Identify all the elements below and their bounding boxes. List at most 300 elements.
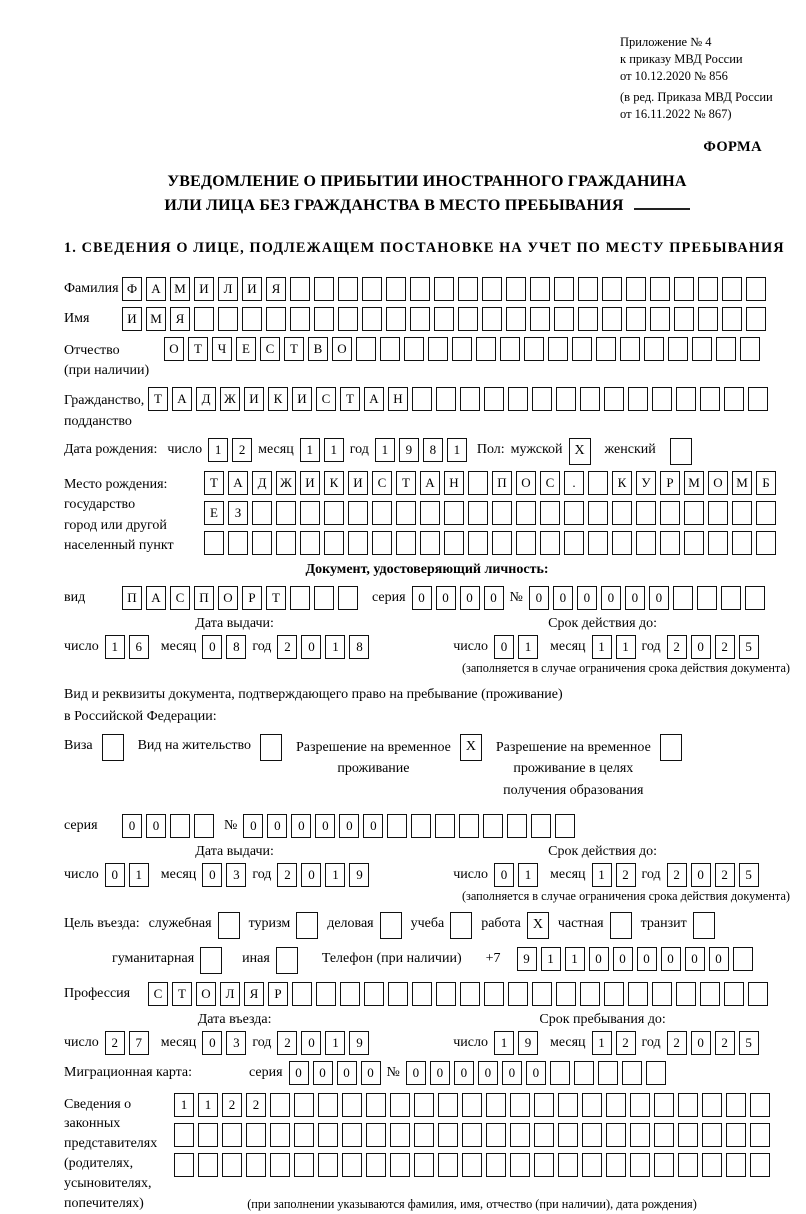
purpose-transit-checkbox[interactable] bbox=[693, 912, 715, 939]
char-cell[interactable]: 0 bbox=[494, 635, 514, 659]
char-cell[interactable] bbox=[756, 501, 776, 525]
char-cell[interactable]: М bbox=[732, 471, 752, 495]
char-cell[interactable] bbox=[654, 1153, 674, 1177]
char-cell[interactable]: Л bbox=[220, 982, 240, 1006]
char-cell[interactable] bbox=[580, 387, 600, 411]
char-cell[interactable] bbox=[628, 982, 648, 1006]
char-cell[interactable] bbox=[630, 1153, 650, 1177]
char-cell[interactable] bbox=[508, 387, 528, 411]
char-cell[interactable] bbox=[482, 307, 502, 331]
char-cell[interactable] bbox=[290, 307, 310, 331]
char-cell[interactable]: И bbox=[300, 471, 320, 495]
char-cell[interactable] bbox=[564, 501, 584, 525]
char-cell[interactable]: И bbox=[242, 277, 262, 301]
char-cell[interactable]: 0 bbox=[337, 1061, 357, 1085]
char-cell[interactable] bbox=[740, 337, 760, 361]
char-cell[interactable] bbox=[708, 501, 728, 525]
char-cell[interactable] bbox=[697, 586, 717, 610]
char-cell[interactable] bbox=[462, 1153, 482, 1177]
char-cell[interactable] bbox=[534, 1153, 554, 1177]
char-cell[interactable] bbox=[582, 1123, 602, 1147]
char-cell[interactable]: 0 bbox=[649, 586, 669, 610]
char-cell[interactable] bbox=[574, 1061, 594, 1085]
char-cell[interactable] bbox=[434, 307, 454, 331]
char-cell[interactable] bbox=[404, 337, 424, 361]
char-cell[interactable]: П bbox=[194, 586, 214, 610]
char-cell[interactable] bbox=[252, 501, 272, 525]
char-cell[interactable] bbox=[380, 337, 400, 361]
char-cell[interactable] bbox=[484, 982, 504, 1006]
char-cell[interactable] bbox=[170, 814, 190, 838]
char-cell[interactable] bbox=[412, 387, 432, 411]
char-cell[interactable]: 5 bbox=[739, 863, 759, 887]
char-cell[interactable]: 2 bbox=[277, 1031, 297, 1055]
char-cell[interactable]: 2 bbox=[715, 635, 735, 659]
char-cell[interactable]: 0 bbox=[460, 586, 480, 610]
char-cell[interactable]: 2 bbox=[667, 1031, 687, 1055]
char-cell[interactable]: Е bbox=[204, 501, 224, 525]
char-cell[interactable]: 1 bbox=[592, 863, 612, 887]
residence-permit-checkbox[interactable] bbox=[260, 734, 282, 761]
char-cell[interactable]: 0 bbox=[502, 1061, 522, 1085]
char-cell[interactable] bbox=[410, 277, 430, 301]
char-cell[interactable] bbox=[444, 531, 464, 555]
char-cell[interactable] bbox=[342, 1093, 362, 1117]
char-cell[interactable] bbox=[459, 814, 479, 838]
char-cell[interactable]: 0 bbox=[202, 863, 222, 887]
char-cell[interactable]: Р bbox=[242, 586, 262, 610]
char-cell[interactable] bbox=[678, 1153, 698, 1177]
char-cell[interactable] bbox=[630, 1123, 650, 1147]
char-cell[interactable]: 1 bbox=[375, 438, 395, 462]
char-cell[interactable]: 0 bbox=[430, 1061, 450, 1085]
female-checkbox[interactable] bbox=[670, 438, 692, 465]
char-cell[interactable]: 0 bbox=[202, 1031, 222, 1055]
char-cell[interactable] bbox=[428, 337, 448, 361]
char-cell[interactable]: 2 bbox=[277, 635, 297, 659]
char-cell[interactable]: З bbox=[228, 501, 248, 525]
char-cell[interactable]: 0 bbox=[494, 863, 514, 887]
char-cell[interactable] bbox=[578, 307, 598, 331]
char-cell[interactable]: И bbox=[122, 307, 142, 331]
temp-permit-edu-checkbox[interactable] bbox=[660, 734, 682, 761]
temp-permit-checkbox[interactable]: X bbox=[460, 734, 482, 761]
char-cell[interactable]: 0 bbox=[553, 586, 573, 610]
char-cell[interactable] bbox=[386, 307, 406, 331]
char-cell[interactable] bbox=[724, 387, 744, 411]
char-cell[interactable]: 0 bbox=[637, 947, 657, 971]
char-cell[interactable] bbox=[420, 531, 440, 555]
char-cell[interactable]: 2 bbox=[277, 863, 297, 887]
char-cell[interactable] bbox=[444, 501, 464, 525]
char-cell[interactable] bbox=[410, 307, 430, 331]
char-cell[interactable] bbox=[372, 531, 392, 555]
char-cell[interactable] bbox=[554, 277, 574, 301]
char-cell[interactable]: К bbox=[324, 471, 344, 495]
char-cell[interactable]: 1 bbox=[518, 635, 538, 659]
char-cell[interactable] bbox=[318, 1123, 338, 1147]
char-cell[interactable] bbox=[460, 982, 480, 1006]
char-cell[interactable] bbox=[684, 531, 704, 555]
char-cell[interactable] bbox=[270, 1153, 290, 1177]
purpose-other-checkbox[interactable] bbox=[276, 947, 298, 974]
char-cell[interactable] bbox=[510, 1093, 530, 1117]
char-cell[interactable] bbox=[483, 814, 503, 838]
char-cell[interactable] bbox=[598, 1061, 618, 1085]
char-cell[interactable]: 9 bbox=[349, 863, 369, 887]
char-cell[interactable]: 3 bbox=[226, 863, 246, 887]
char-cell[interactable] bbox=[668, 337, 688, 361]
char-cell[interactable]: 1 bbox=[300, 438, 320, 462]
char-cell[interactable] bbox=[434, 277, 454, 301]
char-cell[interactable] bbox=[506, 277, 526, 301]
char-cell[interactable] bbox=[316, 982, 336, 1006]
char-cell[interactable]: 1 bbox=[198, 1093, 218, 1117]
char-cell[interactable] bbox=[458, 277, 478, 301]
char-cell[interactable] bbox=[626, 307, 646, 331]
char-cell[interactable] bbox=[678, 1093, 698, 1117]
char-cell[interactable]: 0 bbox=[661, 947, 681, 971]
char-cell[interactable]: 0 bbox=[146, 814, 166, 838]
char-cell[interactable]: 0 bbox=[529, 586, 549, 610]
char-cell[interactable] bbox=[722, 277, 742, 301]
char-cell[interactable] bbox=[606, 1093, 626, 1117]
char-cell[interactable]: Т bbox=[396, 471, 416, 495]
char-cell[interactable] bbox=[414, 1153, 434, 1177]
char-cell[interactable]: 9 bbox=[518, 1031, 538, 1055]
char-cell[interactable] bbox=[294, 1123, 314, 1147]
char-cell[interactable] bbox=[390, 1123, 410, 1147]
char-cell[interactable]: О bbox=[164, 337, 184, 361]
char-cell[interactable]: 0 bbox=[243, 814, 263, 838]
char-cell[interactable] bbox=[708, 531, 728, 555]
char-cell[interactable] bbox=[420, 501, 440, 525]
char-cell[interactable] bbox=[252, 531, 272, 555]
char-cell[interactable]: 1 bbox=[325, 863, 345, 887]
char-cell[interactable] bbox=[476, 337, 496, 361]
char-cell[interactable]: Т bbox=[204, 471, 224, 495]
char-cell[interactable] bbox=[318, 1093, 338, 1117]
char-cell[interactable] bbox=[674, 277, 694, 301]
purpose-humanitarian-checkbox[interactable] bbox=[200, 947, 222, 974]
char-cell[interactable] bbox=[602, 277, 622, 301]
char-cell[interactable] bbox=[438, 1093, 458, 1117]
char-cell[interactable] bbox=[390, 1153, 410, 1177]
char-cell[interactable] bbox=[300, 501, 320, 525]
char-cell[interactable] bbox=[507, 814, 527, 838]
char-cell[interactable] bbox=[558, 1123, 578, 1147]
char-cell[interactable] bbox=[674, 307, 694, 331]
char-cell[interactable] bbox=[411, 814, 431, 838]
char-cell[interactable]: 6 bbox=[129, 635, 149, 659]
char-cell[interactable]: Ф bbox=[122, 277, 142, 301]
char-cell[interactable]: 0 bbox=[589, 947, 609, 971]
char-cell[interactable] bbox=[290, 277, 310, 301]
char-cell[interactable] bbox=[654, 1093, 674, 1117]
char-cell[interactable]: С bbox=[540, 471, 560, 495]
char-cell[interactable]: С bbox=[316, 387, 336, 411]
char-cell[interactable] bbox=[510, 1153, 530, 1177]
char-cell[interactable] bbox=[724, 982, 744, 1006]
char-cell[interactable] bbox=[660, 531, 680, 555]
char-cell[interactable] bbox=[604, 387, 624, 411]
char-cell[interactable] bbox=[348, 501, 368, 525]
char-cell[interactable] bbox=[596, 337, 616, 361]
char-cell[interactable] bbox=[721, 586, 741, 610]
char-cell[interactable]: 2 bbox=[715, 1031, 735, 1055]
char-cell[interactable] bbox=[558, 1153, 578, 1177]
char-cell[interactable] bbox=[548, 337, 568, 361]
char-cell[interactable] bbox=[582, 1093, 602, 1117]
char-cell[interactable] bbox=[580, 982, 600, 1006]
char-cell[interactable]: О bbox=[218, 586, 238, 610]
char-cell[interactable] bbox=[644, 337, 664, 361]
char-cell[interactable] bbox=[246, 1153, 266, 1177]
char-cell[interactable] bbox=[722, 307, 742, 331]
char-cell[interactable]: 2 bbox=[246, 1093, 266, 1117]
char-cell[interactable] bbox=[492, 501, 512, 525]
char-cell[interactable]: С bbox=[170, 586, 190, 610]
char-cell[interactable] bbox=[733, 947, 753, 971]
char-cell[interactable] bbox=[746, 307, 766, 331]
char-cell[interactable]: 1 bbox=[565, 947, 585, 971]
char-cell[interactable]: 1 bbox=[325, 635, 345, 659]
char-cell[interactable] bbox=[246, 1123, 266, 1147]
char-cell[interactable] bbox=[387, 814, 407, 838]
char-cell[interactable]: 0 bbox=[436, 586, 456, 610]
char-cell[interactable] bbox=[486, 1093, 506, 1117]
char-cell[interactable]: Т bbox=[148, 387, 168, 411]
char-cell[interactable]: 0 bbox=[412, 586, 432, 610]
char-cell[interactable]: 1 bbox=[447, 438, 467, 462]
char-cell[interactable] bbox=[555, 814, 575, 838]
char-cell[interactable] bbox=[534, 1123, 554, 1147]
char-cell[interactable] bbox=[292, 982, 312, 1006]
char-cell[interactable]: 1 bbox=[592, 1031, 612, 1055]
char-cell[interactable] bbox=[700, 982, 720, 1006]
char-cell[interactable] bbox=[602, 307, 622, 331]
char-cell[interactable] bbox=[654, 1123, 674, 1147]
char-cell[interactable] bbox=[745, 586, 765, 610]
char-cell[interactable] bbox=[314, 307, 334, 331]
char-cell[interactable] bbox=[222, 1123, 242, 1147]
char-cell[interactable]: 0 bbox=[361, 1061, 381, 1085]
char-cell[interactable] bbox=[468, 531, 488, 555]
char-cell[interactable]: Р bbox=[660, 471, 680, 495]
char-cell[interactable]: 0 bbox=[105, 863, 125, 887]
char-cell[interactable]: 9 bbox=[399, 438, 419, 462]
char-cell[interactable] bbox=[356, 337, 376, 361]
char-cell[interactable]: 2 bbox=[667, 863, 687, 887]
char-cell[interactable] bbox=[606, 1123, 626, 1147]
char-cell[interactable] bbox=[698, 307, 718, 331]
char-cell[interactable]: А bbox=[172, 387, 192, 411]
char-cell[interactable]: 0 bbox=[301, 863, 321, 887]
char-cell[interactable] bbox=[366, 1093, 386, 1117]
char-cell[interactable] bbox=[486, 1153, 506, 1177]
char-cell[interactable] bbox=[194, 814, 214, 838]
char-cell[interactable] bbox=[314, 277, 334, 301]
char-cell[interactable] bbox=[698, 277, 718, 301]
char-cell[interactable]: 8 bbox=[423, 438, 443, 462]
char-cell[interactable] bbox=[582, 1153, 602, 1177]
char-cell[interactable] bbox=[646, 1061, 666, 1085]
char-cell[interactable] bbox=[348, 531, 368, 555]
char-cell[interactable] bbox=[508, 982, 528, 1006]
char-cell[interactable] bbox=[748, 387, 768, 411]
purpose-tourism-checkbox[interactable] bbox=[296, 912, 318, 939]
char-cell[interactable] bbox=[564, 531, 584, 555]
char-cell[interactable] bbox=[534, 1093, 554, 1117]
char-cell[interactable]: О bbox=[196, 982, 216, 1006]
char-cell[interactable] bbox=[702, 1123, 722, 1147]
char-cell[interactable] bbox=[290, 586, 310, 610]
char-cell[interactable]: И bbox=[348, 471, 368, 495]
char-cell[interactable] bbox=[556, 982, 576, 1006]
char-cell[interactable] bbox=[530, 277, 550, 301]
char-cell[interactable]: 1 bbox=[129, 863, 149, 887]
char-cell[interactable] bbox=[606, 1153, 626, 1177]
char-cell[interactable] bbox=[612, 501, 632, 525]
char-cell[interactable] bbox=[516, 501, 536, 525]
char-cell[interactable] bbox=[572, 337, 592, 361]
char-cell[interactable] bbox=[700, 387, 720, 411]
char-cell[interactable]: Я bbox=[244, 982, 264, 1006]
char-cell[interactable]: 0 bbox=[301, 635, 321, 659]
char-cell[interactable] bbox=[532, 982, 552, 1006]
char-cell[interactable] bbox=[372, 501, 392, 525]
char-cell[interactable] bbox=[484, 387, 504, 411]
char-cell[interactable] bbox=[626, 277, 646, 301]
char-cell[interactable] bbox=[660, 501, 680, 525]
char-cell[interactable] bbox=[366, 1153, 386, 1177]
char-cell[interactable] bbox=[612, 531, 632, 555]
char-cell[interactable]: 8 bbox=[349, 635, 369, 659]
char-cell[interactable] bbox=[204, 531, 224, 555]
char-cell[interactable]: Я bbox=[266, 277, 286, 301]
char-cell[interactable] bbox=[412, 982, 432, 1006]
char-cell[interactable]: 2 bbox=[232, 438, 252, 462]
char-cell[interactable]: Р bbox=[268, 982, 288, 1006]
char-cell[interactable]: Б bbox=[756, 471, 776, 495]
char-cell[interactable]: Т bbox=[172, 982, 192, 1006]
char-cell[interactable] bbox=[554, 307, 574, 331]
char-cell[interactable]: Ч bbox=[212, 337, 232, 361]
char-cell[interactable]: И bbox=[292, 387, 312, 411]
char-cell[interactable] bbox=[270, 1123, 290, 1147]
char-cell[interactable]: Н bbox=[444, 471, 464, 495]
char-cell[interactable]: А bbox=[420, 471, 440, 495]
char-cell[interactable]: Ж bbox=[276, 471, 296, 495]
char-cell[interactable] bbox=[294, 1093, 314, 1117]
char-cell[interactable] bbox=[318, 1153, 338, 1177]
char-cell[interactable] bbox=[652, 982, 672, 1006]
char-cell[interactable]: С bbox=[148, 982, 168, 1006]
char-cell[interactable] bbox=[438, 1153, 458, 1177]
char-cell[interactable] bbox=[540, 531, 560, 555]
char-cell[interactable] bbox=[702, 1153, 722, 1177]
char-cell[interactable]: Н bbox=[388, 387, 408, 411]
char-cell[interactable] bbox=[458, 307, 478, 331]
char-cell[interactable]: 2 bbox=[667, 635, 687, 659]
char-cell[interactable] bbox=[652, 387, 672, 411]
char-cell[interactable] bbox=[636, 531, 656, 555]
char-cell[interactable]: Т bbox=[266, 586, 286, 610]
char-cell[interactable] bbox=[510, 1123, 530, 1147]
char-cell[interactable] bbox=[692, 337, 712, 361]
char-cell[interactable] bbox=[194, 307, 214, 331]
char-cell[interactable]: И bbox=[194, 277, 214, 301]
char-cell[interactable]: Т bbox=[284, 337, 304, 361]
char-cell[interactable]: 0 bbox=[267, 814, 287, 838]
char-cell[interactable]: 0 bbox=[315, 814, 335, 838]
char-cell[interactable] bbox=[276, 501, 296, 525]
char-cell[interactable]: 0 bbox=[478, 1061, 498, 1085]
char-cell[interactable]: П bbox=[492, 471, 512, 495]
char-cell[interactable] bbox=[174, 1153, 194, 1177]
char-cell[interactable]: 0 bbox=[685, 947, 705, 971]
char-cell[interactable] bbox=[386, 277, 406, 301]
char-cell[interactable] bbox=[174, 1123, 194, 1147]
char-cell[interactable]: А bbox=[146, 277, 166, 301]
char-cell[interactable]: 1 bbox=[325, 1031, 345, 1055]
male-checkbox[interactable]: X bbox=[569, 438, 591, 465]
char-cell[interactable]: А bbox=[146, 586, 166, 610]
char-cell[interactable]: У bbox=[636, 471, 656, 495]
char-cell[interactable] bbox=[198, 1123, 218, 1147]
char-cell[interactable]: 2 bbox=[616, 1031, 636, 1055]
char-cell[interactable] bbox=[556, 387, 576, 411]
char-cell[interactable]: О bbox=[332, 337, 352, 361]
char-cell[interactable] bbox=[588, 471, 608, 495]
char-cell[interactable]: М bbox=[170, 277, 190, 301]
char-cell[interactable]: 9 bbox=[517, 947, 537, 971]
char-cell[interactable] bbox=[532, 387, 552, 411]
char-cell[interactable]: 3 bbox=[226, 1031, 246, 1055]
purpose-private-checkbox[interactable] bbox=[610, 912, 632, 939]
char-cell[interactable]: 0 bbox=[313, 1061, 333, 1085]
char-cell[interactable]: 0 bbox=[291, 814, 311, 838]
char-cell[interactable] bbox=[524, 337, 544, 361]
char-cell[interactable] bbox=[276, 531, 296, 555]
char-cell[interactable] bbox=[748, 982, 768, 1006]
char-cell[interactable] bbox=[340, 982, 360, 1006]
char-cell[interactable]: 1 bbox=[105, 635, 125, 659]
char-cell[interactable] bbox=[435, 814, 455, 838]
char-cell[interactable] bbox=[342, 1153, 362, 1177]
char-cell[interactable]: 1 bbox=[494, 1031, 514, 1055]
char-cell[interactable]: С bbox=[260, 337, 280, 361]
char-cell[interactable]: Т bbox=[340, 387, 360, 411]
char-cell[interactable] bbox=[270, 1093, 290, 1117]
char-cell[interactable]: 2 bbox=[616, 863, 636, 887]
char-cell[interactable]: В bbox=[308, 337, 328, 361]
char-cell[interactable] bbox=[198, 1153, 218, 1177]
char-cell[interactable]: 1 bbox=[592, 635, 612, 659]
char-cell[interactable] bbox=[438, 1123, 458, 1147]
char-cell[interactable]: О bbox=[516, 471, 536, 495]
char-cell[interactable]: 0 bbox=[122, 814, 142, 838]
char-cell[interactable]: 0 bbox=[526, 1061, 546, 1085]
char-cell[interactable]: 0 bbox=[484, 586, 504, 610]
char-cell[interactable] bbox=[636, 501, 656, 525]
char-cell[interactable] bbox=[468, 501, 488, 525]
char-cell[interactable] bbox=[676, 387, 696, 411]
char-cell[interactable] bbox=[366, 1123, 386, 1147]
char-cell[interactable] bbox=[676, 982, 696, 1006]
char-cell[interactable] bbox=[604, 982, 624, 1006]
char-cell[interactable]: 1 bbox=[541, 947, 561, 971]
